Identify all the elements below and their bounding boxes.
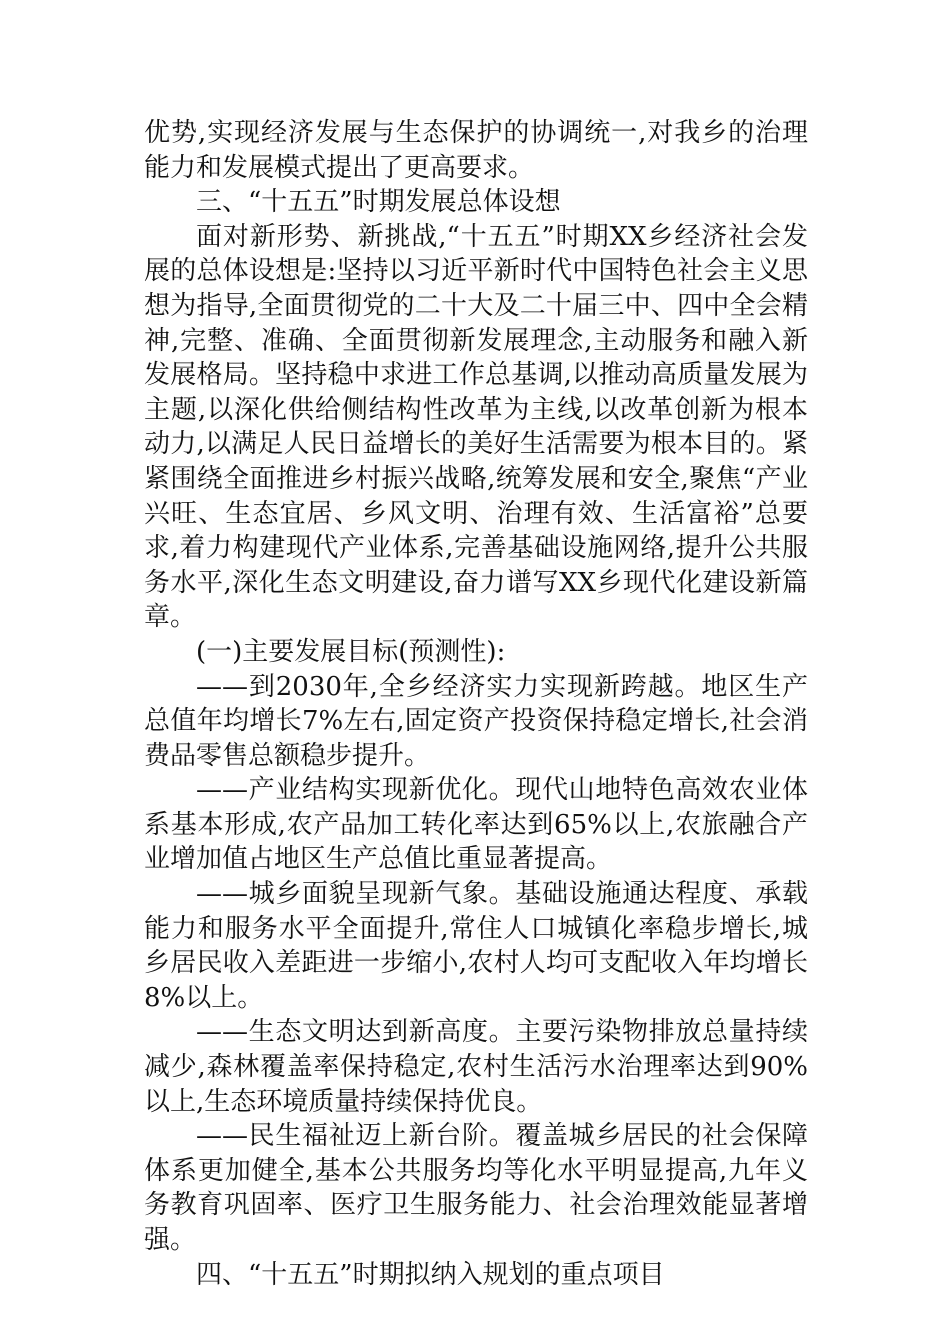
continued-paragraph: 优势,实现经济发展与生态保护的协调统一,对我乡的治理能力和发展模式提出了更高要求。 (144, 118, 808, 183)
section-heading-3: 三、“十五五”时期发展总体设想 (196, 187, 561, 218)
goal-paragraph-ecology: ——生态文明达到新高度。主要污染物排放总量持续减少,森林覆盖率保持稳定,农村生活污水治理率达到90%以上,生态环境质量持续保持优良。 (144, 1017, 808, 1117)
goal-paragraph-economy: ——到2030年,全乡经济实力实现新跨越。地区生产总值年均增长7%左右,固定资产投资保持稳定增长,社会消费品零售总额稳步提升。 (144, 671, 808, 771)
subsection-heading-goals: (一)主要发展目标(预测性): (196, 636, 506, 667)
goal-paragraph-urban-rural: ——城乡面貌呈现新气象。基础设施通达程度、承载能力和服务水平全面提升,常住人口城镇化率稳步增长,城乡居民收入差距进一步缩小,农村人均可支配收入年均增长8%以上。 (144, 879, 808, 1013)
document-body (144, 116, 808, 1292)
goal-paragraph-livelihood: ——民生福祉迈上新台阶。覆盖城乡居民的社会保障体系更加健全,基本公共服务均等化水平明显提高,九年义务教育巩固率、医疗卫生服务能力、社会治理效能显著增强。 (144, 1121, 808, 1255)
goal-paragraph-industry: ——产业结构实现新优化。现代山地特色高效农业体系基本形成,农产品加工转化率达到65%以上,农旅融合产业增加值占地区生产总值比重显著提高。 (144, 775, 808, 875)
body-paragraph-overall-vision: 面对新形势、新挑战,“十五五”时期XX乡经济社会发展的总体设想是:坚持以习近平新时代中国特色社会主义思想为指导,全面贯彻党的二十大及二十届三中、四中全会精神,完整、准确、全面贯彻新发展理念,主动服务和融入新发展格局。坚持稳中求进工作总基调,以推动高质量发展为主题,以深化供给侧结构性改革为主线,以改革创新为根本动力,以满足人民日益增长的美好生活需要为根本目的。紧紧围绕全面推进乡村振兴战略,统筹发展和安全,聚焦“产业兴旺、生态宜居、乡风文明、治理有效、生活富裕”总要求,着力构建现代产业体系,完善基础设施网络,提升公共服务水平,深化生态文明建设,奋力谱写XX乡现代化建设新篇章。 (144, 221, 808, 633)
section-heading-4: 四、“十五五”时期拟纳入规划的重点项目 (196, 1259, 665, 1290)
